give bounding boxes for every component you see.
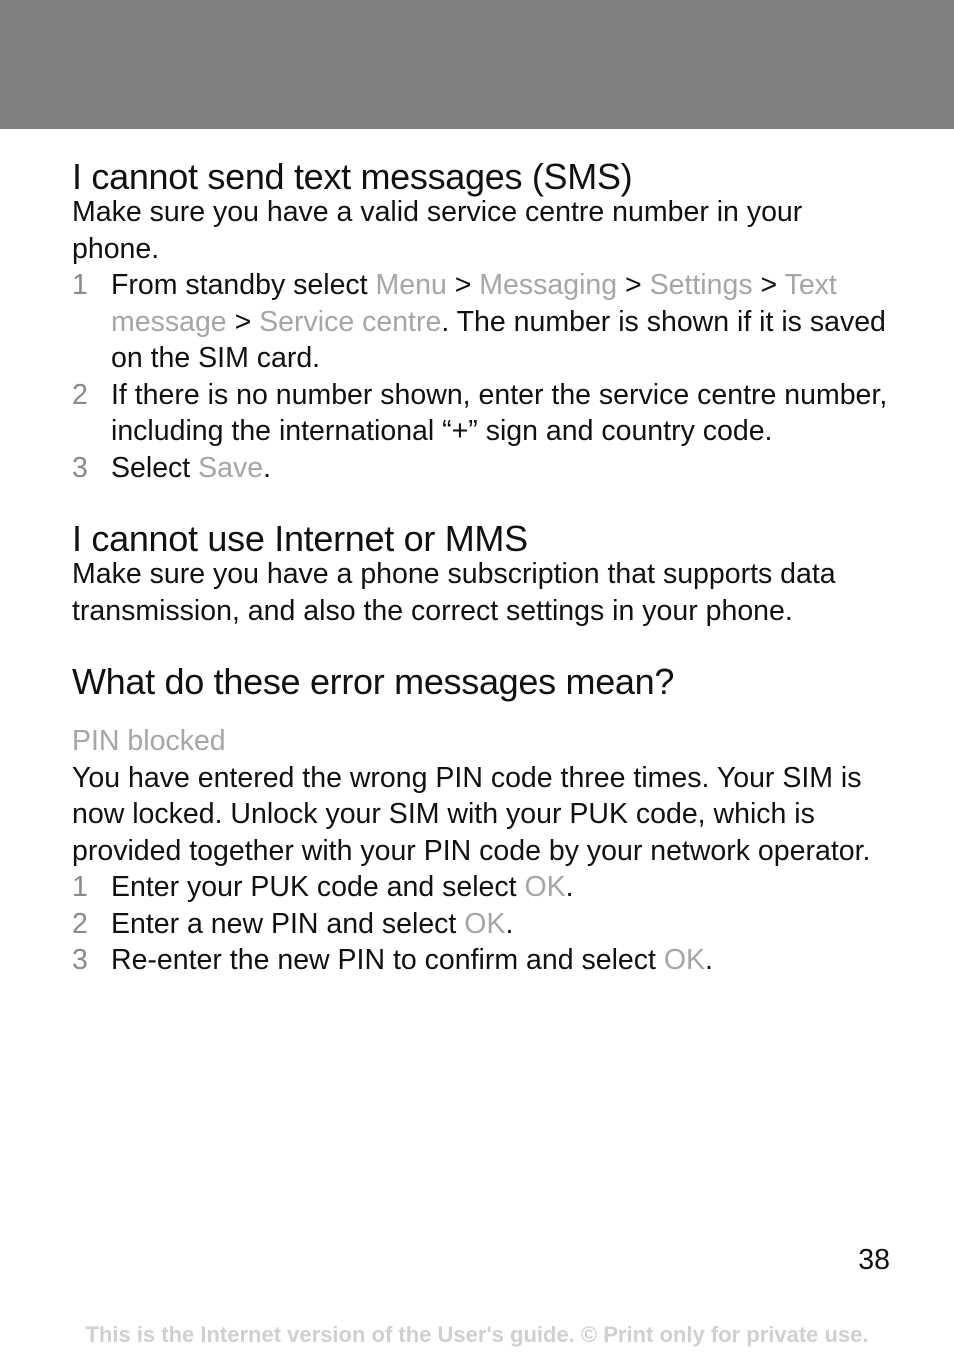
page-content	[72, 150, 892, 979]
step-number: 1	[72, 269, 88, 301]
section-title-sms: I cannot send text messages (SMS)	[72, 156, 633, 197]
step-number: 1	[72, 871, 88, 903]
ui-label-ok: OK	[663, 944, 706, 976]
separator: >	[752, 269, 785, 301]
step-text: .	[505, 907, 514, 940]
separator: >	[226, 305, 260, 338]
step-text: .	[565, 871, 574, 903]
ui-label-ok: OK	[524, 871, 566, 903]
list-item	[72, 906, 892, 943]
footer-notice: This is the Internet version of the User's guide. © Print only for private use.	[85, 1322, 869, 1347]
section-title-errors: What do these error messages mean?	[72, 661, 675, 702]
step-number: 3	[72, 944, 88, 976]
step-text: Enter your PUK code and select	[111, 871, 525, 903]
step-text: . The number is shown if it is saved on the SIM card.	[111, 305, 886, 374]
spacer	[72, 629, 892, 655]
step-number: 2	[72, 907, 88, 940]
subsection-title-pin-blocked: PIN blocked	[72, 725, 226, 757]
header-bar	[0, 0, 954, 129]
step-text: .	[705, 944, 713, 976]
section-intro-internet: Make sure you have a phone subscription that supports data transmission, and also the correct settings in your phone.	[72, 558, 836, 627]
separator: >	[446, 269, 480, 301]
list-item	[72, 869, 892, 906]
section-intro-errors: You have entered the wrong PIN code three times. Your SIM is now locked. Unlock your SIM with your PUK code, which is provided together with your PIN code by your network operator.	[72, 761, 871, 867]
step-number: 2	[72, 378, 88, 411]
ui-label-settings: Settings	[649, 269, 753, 301]
step-text: From standby select	[111, 269, 376, 301]
ui-label-service-centre: Service centre	[259, 305, 442, 338]
step-text: .	[263, 451, 272, 484]
page-number: 38	[858, 1244, 890, 1276]
ui-label-ok: OK	[464, 907, 506, 940]
sms-steps-list	[72, 267, 892, 486]
list-item	[72, 942, 892, 979]
list-item	[72, 267, 892, 377]
ui-label-save: Save	[198, 451, 264, 484]
separator: >	[617, 269, 650, 301]
list-item	[72, 450, 892, 487]
step-text: If there is no number shown, enter the service centre number, including the international “+” sign and country code.	[111, 378, 888, 447]
ui-label-menu: Menu	[375, 269, 447, 301]
spacer	[72, 486, 892, 512]
list-item	[72, 377, 892, 450]
step-text: Enter a new PIN and select	[111, 907, 465, 940]
step-number: 3	[72, 451, 88, 484]
step-text: Re-enter the new PIN to confirm and select	[111, 944, 664, 976]
ui-label-messaging: Messaging	[479, 269, 618, 301]
ui-label-text-message: Text message	[111, 269, 837, 338]
section-title-internet: I cannot use Internet or MMS	[72, 518, 528, 559]
pin-steps-list	[72, 869, 892, 979]
section-intro-sms: Make sure you have a valid service centre number in your phone.	[72, 196, 803, 265]
step-text: Select	[111, 451, 199, 484]
